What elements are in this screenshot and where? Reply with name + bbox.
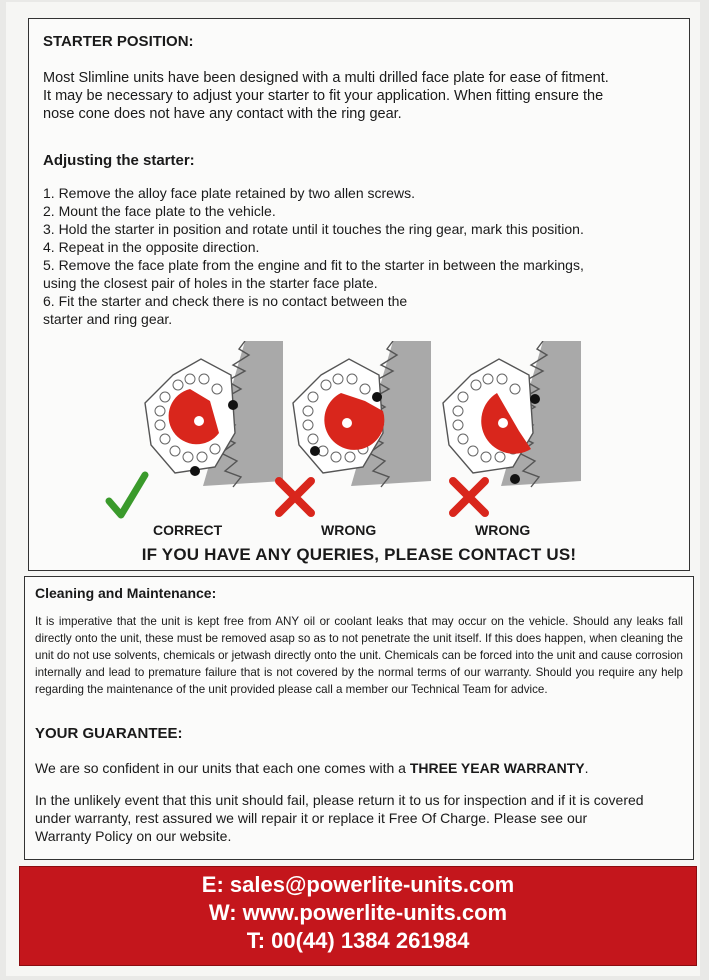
starter-position-heading: STARTER POSITION: xyxy=(43,33,194,50)
step-6-cont: starter and ring gear. xyxy=(43,311,173,327)
guarantee-suffix: . xyxy=(584,760,589,776)
cleaning-heading: Cleaning and Maintenance: xyxy=(35,585,217,601)
adjusting-heading: Adjusting the starter: xyxy=(43,152,195,169)
guarantee-para-line-1: In the unlikely event that this unit should fail, please return it to us for inspection and if it is covered xyxy=(35,792,644,808)
cleaning-guarantee-section xyxy=(24,576,694,860)
contact-website[interactable]: W: www.powerlite-units.com xyxy=(208,900,508,925)
guarantee-prefix: We are so confident in our units that each one comes with a xyxy=(35,760,406,776)
label-wrong-2: WRONG xyxy=(475,522,531,538)
queries-banner: IF YOU HAVE ANY QUERIES, PLEASE CONTACT US! xyxy=(141,545,577,564)
marking-hole xyxy=(190,466,200,476)
contact-footer xyxy=(19,866,697,966)
step-6: 6. Fit the starter and check there is no contact between the xyxy=(43,293,408,309)
guarantee-para-line-2: under warranty, rest assured we will repair it or replace it Free Of Charge. Please see our xyxy=(35,810,588,826)
cross-icon xyxy=(273,475,317,519)
guarantee-line xyxy=(35,759,589,777)
step-2: 2. Mount the face plate to the vehicle. xyxy=(43,203,276,219)
contact-phone[interactable]: T: 00(44) 1384 261984 xyxy=(246,928,470,953)
intro-line-1: Most Slimline units have been designed with a multi drilled face plate for ease of fitment. xyxy=(43,70,609,86)
instruction-sheet xyxy=(6,2,700,976)
cleaning-paragraph: It is imperative that the unit is kept free from ANY oil or coolant leaks that may occur on the vehicle. Should any leaks fall directly onto the unit, these must be removed asap so as to not penetrate the unit itself. If this does happen, when cleaning the unit do not use solvents, chemicals or jetwash directly onto the unit. Chemicals can be forced into the unit and cause corrosion internally and lead to premature failure that is not covered by the normal terms of our warranty. Should you require any help regarding the maintenance of the unit provided please call a member our Technical Team for advice. xyxy=(35,615,683,696)
guarantee-para-line-3: Warranty Policy on our website. xyxy=(35,828,232,844)
label-correct: CORRECT xyxy=(153,522,223,538)
step-5-cont: using the closest pair of holes in the starter face plate. xyxy=(43,275,378,291)
step-4: 4. Repeat in the opposite direction. xyxy=(43,239,260,255)
check-icon xyxy=(105,471,149,521)
intro-line-3: nose cone does not have any contact with the ring gear. xyxy=(43,106,402,122)
starter-position-section xyxy=(28,18,690,571)
step-1: 1. Remove the alloy face plate retained by two allen screws. xyxy=(43,185,415,201)
contact-email[interactable]: E: sales@powerlite-units.com xyxy=(201,872,515,897)
step-3: 3. Hold the starter in position and rotate until it touches the ring gear, mark this position. xyxy=(43,221,584,237)
cross-icon xyxy=(447,475,491,519)
three-year-warranty: THREE YEAR WARRANTY xyxy=(409,760,585,776)
step-5: 5. Remove the face plate from the engine and fit to the starter in between the markings, xyxy=(43,257,584,273)
intro-line-2: It may be necessary to adjust your starter to fit your application. When fitting ensure the xyxy=(43,88,604,104)
label-wrong-1: WRONG xyxy=(321,522,377,538)
starter-diagram-correct xyxy=(133,341,283,501)
guarantee-heading: YOUR GUARANTEE: xyxy=(35,725,183,742)
marking-hole xyxy=(228,400,238,410)
